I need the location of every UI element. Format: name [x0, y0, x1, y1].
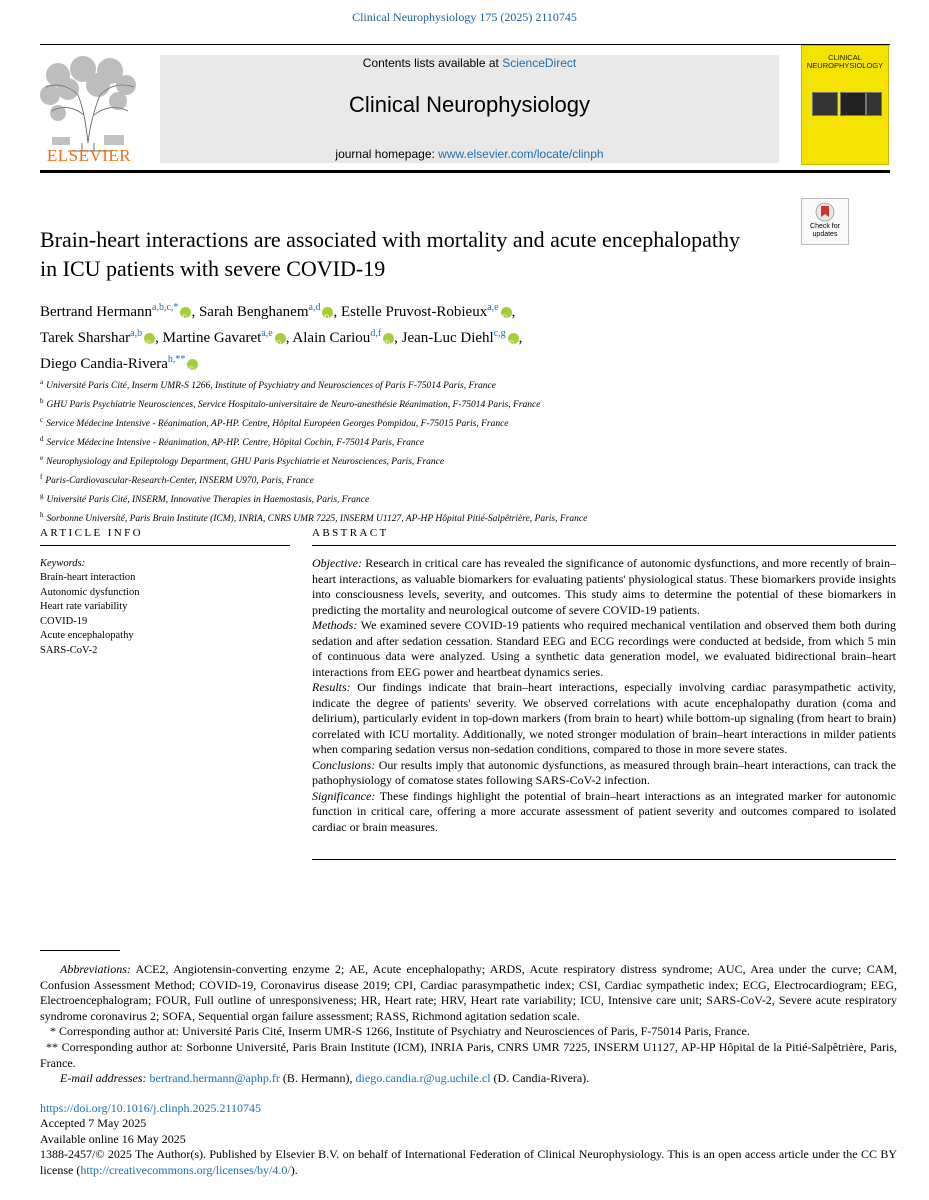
author-affiliation-sup[interactable]: a,e [487, 302, 499, 313]
author[interactable]: Martine Gavaret [162, 330, 262, 346]
license-text: 1388-2457/© 2025 The Author(s). Published by Elsevier B.V. on behalf of International Federation of Clinical Neurophysiology. This is an open access article under the CC BY license ( [40, 1147, 897, 1177]
publication-dates [40, 1116, 186, 1147]
email-owner-2: (D. Candia-Rivera). [490, 1071, 590, 1086]
check-updates-label: Check for updates [810, 223, 840, 238]
affiliation-text: GHU Paris Psychiatrie Neurosciences, Service Hospitalo-universitaire de Neuro-anesthésie Réanimation, F-75014 Paris, France [46, 400, 541, 411]
affiliation-key: g [40, 491, 44, 500]
abstract-bottom-rule [312, 859, 896, 860]
orcid-icon[interactable] [144, 333, 155, 344]
affiliation-text: Service Médecine Intensive - Réanimation, AP-HP. Centre, Hôpital Cochin, F-75014 Paris, France [46, 438, 425, 449]
online-date: Available online 16 May 2025 [40, 1131, 186, 1146]
cover-title: CLINICAL NEUROPHYSIOLOGY [806, 53, 884, 70]
keyword: Brain-heart interaction [40, 572, 136, 583]
orcid-icon[interactable] [508, 333, 519, 344]
email-footnote [40, 1071, 897, 1087]
abstract-section [312, 758, 896, 789]
license-end: ). [290, 1162, 298, 1177]
affiliation-key: h [40, 510, 44, 519]
author-separator: , [394, 330, 402, 346]
keyword: Autonomic dysfunction [40, 586, 140, 598]
top-rule [40, 44, 890, 45]
keyword: SARS-CoV-2 [40, 644, 98, 656]
abstract-heading: ABSTRACT [312, 527, 389, 539]
abstract-section-label: Methods: [312, 618, 358, 632]
footnote-separator [40, 950, 120, 951]
journal-cover[interactable] [801, 45, 889, 165]
author-separator: , [511, 304, 516, 320]
affiliation-line [40, 508, 890, 527]
affiliation-key: b [40, 396, 44, 405]
keyword: Acute encephalopathy [40, 630, 134, 641]
affiliation-line [40, 451, 890, 470]
author[interactable]: Tarek Sharshar [40, 330, 131, 346]
author-separator: , [155, 330, 163, 346]
corresponding-author-2: ** Corresponding author at: Sorbonne Université, Paris Brain Institute (ICM), INRIA Paris, CNRS UMR 7225, INSERM U1127, AP-HP Hôpital de la Pitié-Salpêtrière, Paris, France. [40, 1039, 897, 1070]
keyword-list [40, 571, 139, 658]
abstract-section [312, 789, 896, 836]
author-affiliation-sup[interactable]: a,e [261, 328, 273, 339]
affiliations [40, 375, 890, 527]
email-link-hermann[interactable]: bertrand.hermann@aphp.fr [149, 1071, 280, 1086]
abstract-body [312, 556, 896, 835]
abstract-section-text: Our findings indicate that brain–heart interactions, especially involving cardiac parasympathetic activity, indicate the degree of patients' severity. We observed correlations with acute encephalopathy duration (coma and delirium), particularly evident in top-down markers (from brain to heart) while bottom-up signaling (from heart to brain) correlated with ICU mortality. Additionally, we noted stronger modulation of brain–heart interactions in milder patients when comparing sedation versus non-sedation conditions, compared to those in more severe states. [312, 680, 896, 756]
author-affiliation-sup[interactable]: c,g [493, 328, 506, 339]
email-link-candia[interactable]: diego.candia.r@ug.uchile.cl [355, 1071, 491, 1086]
orcid-icon[interactable] [322, 307, 333, 318]
orcid-icon[interactable] [275, 333, 286, 344]
keyword: Heart rate variability [40, 601, 128, 612]
orcid-icon[interactable] [180, 307, 191, 318]
sciencedirect-link[interactable]: ScienceDirect [502, 56, 577, 70]
journal-name: Clinical Neurophysiology [349, 92, 590, 117]
affiliation-text: Université Paris Cité, Inserm UMR-S 1266, Institute of Psychiatry and Neurosciences of Paris F-75014 Paris, France [46, 381, 496, 392]
author[interactable]: Bertrand Hermann [40, 304, 153, 320]
homepage-link[interactable]: www.elsevier.com/locate/clinph [438, 147, 604, 161]
author-separator: , [285, 330, 293, 346]
email-label: E-mail addresses: [60, 1071, 147, 1086]
author-affiliation-sup[interactable]: d,f [370, 328, 382, 339]
cover-brain-image [812, 92, 838, 116]
cover-brain-image [866, 92, 882, 116]
author-affiliation-sup[interactable]: a,d [308, 302, 321, 313]
keywords-label: Keywords: [40, 558, 86, 569]
abstract-section-label: Objective: [312, 556, 362, 570]
abbreviations-label: Abbreviations: [60, 962, 131, 976]
orcid-icon[interactable] [187, 359, 198, 370]
orcid-icon[interactable] [501, 307, 512, 318]
affiliation-line [40, 489, 890, 508]
author[interactable]: Sarah Benghanem [198, 304, 309, 320]
author-separator: , [333, 304, 341, 320]
abstract-section-text: We examined severe COVID-19 patients who required mechanical ventilation and observed them both during sedation and after sedation cessation. Standard EEG and ECG recordings were conducted at bedside, from which 5 min of continuous data were analyzed. Using a synthetic data generation model, we evaluated bidirectional brain–heart interactions from EEG power and heartbeat dynamics series. [312, 618, 896, 679]
contents-line [160, 56, 779, 70]
affiliation-text: Paris-Cardiovascular-Research-Center, INSERM U970, Paris, France [45, 475, 314, 486]
homepage-line [160, 147, 779, 161]
corresponding-author-1: * Corresponding author at: Université Paris Cité, Inserm UMR-S 1266, Institute of Psychiatry and Neurosciences of Paris, F-75014 Paris, France. [50, 1024, 750, 1039]
abstract-section-label: Conclusions: [312, 757, 376, 772]
affiliation-text: Neurophysiology and Epileptology Department, GHU Paris Psychiatrie et Neurosciences, Paris, France [46, 456, 445, 467]
header-bottom-rule [40, 170, 890, 173]
affiliation-key: d [40, 434, 44, 443]
author[interactable]: Estelle Pruvost-Robieux [340, 304, 488, 320]
orcid-icon[interactable] [383, 333, 394, 344]
article-info-rule [40, 545, 290, 546]
keyword: COVID-19 [40, 615, 88, 627]
affiliation-text: Université Paris Cité, INSERM, Innovative Therapies in Haemostasis, Paris, France [46, 494, 370, 505]
author-separator: , [518, 330, 523, 346]
affiliation-key: c [40, 415, 44, 424]
check-updates-icon [815, 202, 835, 222]
contents-prefix: Contents lists available at [362, 56, 503, 70]
journal-citation[interactable]: Clinical Neurophysiology 175 (2025) 2110745 [352, 10, 577, 24]
article-title: Brain-heart interactions are associated with mortality and acute encephalopathy in ICU patients with severe COVID-19 [40, 227, 741, 281]
footnotes [40, 962, 897, 1087]
author[interactable]: Alain Cariou [292, 330, 371, 346]
abstract-section [312, 556, 896, 618]
doi-link[interactable]: https://doi.org/10.1016/j.clinph.2025.2110745 [40, 1101, 262, 1115]
abstract-rule [312, 545, 896, 546]
cover-brain-image [840, 92, 866, 116]
abstract-section-label: Significance: [312, 788, 376, 803]
affiliation-line [40, 394, 890, 413]
abstract-section-label: Results: [312, 680, 351, 694]
article-info-heading: ARTICLE INFO [40, 527, 143, 539]
abbreviations-footnote [40, 962, 897, 1024]
homepage-prefix: journal homepage: [335, 147, 439, 161]
affiliation-key: e [40, 453, 44, 462]
abstract-section [312, 618, 896, 680]
affiliation-text: Sorbonne Université, Paris Brain Institute (ICM), INRIA, CNRS UMR 7225, INSERM U1127, AP-HP Hôpital Pitié-Salpêtrière, Paris, France [46, 513, 588, 524]
abbreviations-text: ACE2, Angiotensin-converting enzyme 2; AE, Acute encephalopathy; ARDS, Acute respiratory distress syndrome; AUC, Area under the curve; CAM, Confusion Assessment Method; COVID-19, Coronavirus disease 2019; CPI, Cardiac parasympathetic index; CSI, Cardiac sympathetic index; ECG, Electrocardiogram; EEG, Electroencephalogram; FOUR, Full outline of unresponsiveness; HR, Heart rate; HRV, Heart rate variability; ICU, Intensive care unit; SARS-CoV-2, Severe acute respiratory syndrome coronavirus 2; SOFA, Sequential organ failure assessment; RASS, Richmond agitation sedation scale. [40, 962, 897, 1023]
elsevier-wordmark: ELSEVIER [46, 146, 132, 165]
affiliation-line [40, 375, 890, 394]
abstract-section [312, 680, 896, 758]
author[interactable]: Diego Candia-Rivera [40, 356, 168, 372]
affiliation-key: a [40, 378, 44, 386]
affiliation-text: Service Médecine Intensive - Réanimation, AP-HP. Centre, Hôpital Européen Georges Pompidou, F-75015 Paris, France [46, 419, 509, 430]
author-affiliation-sup[interactable]: a,b [130, 328, 143, 339]
author-separator: , [191, 304, 199, 320]
author[interactable]: Jean-Luc Diehl [401, 330, 494, 346]
author-list [40, 297, 860, 375]
affiliation-line [40, 413, 890, 432]
affiliation-key: f [40, 472, 43, 481]
affiliation-line [40, 470, 890, 489]
accepted-date: Accepted 7 May 2025 [40, 1116, 147, 1130]
abstract-section-text: Research in critical care has revealed the significance of autonomic dysfunctions, and more recently of brain–heart interactions, as valuable biomarkers for evaluating patients' physiological status. These biomarkers provide insights into consciousness levels, severity, and outcomes. This study aims to determine the potential of these biomarkers in predicting the mortality and neurological outcome of severe COVID-19 patients. [312, 556, 896, 617]
license-link[interactable]: http://creativecommons.org/licenses/by/4.0/ [80, 1162, 291, 1177]
email-owner-1: (B. Hermann), [279, 1071, 356, 1086]
author-affiliation-sup[interactable]: a,b,c,* [152, 302, 179, 313]
check-for-updates-badge[interactable] [801, 198, 849, 245]
abstract-section-text: Our results imply that autonomic dysfunctions, as measured through brain–heart interactions, can track the pathophysiology of comatose states following SARS-CoV-2 infection. [312, 757, 896, 787]
license-statement [40, 1147, 897, 1178]
affiliation-line [40, 432, 890, 451]
abstract-section-text: These findings highlight the potential of brain–heart interactions as an integrated marker for autonomic function in critical care, offering a more accurate assessment of patient severity and outcomes compared to isolated cardiac or brain measures. [312, 788, 896, 834]
author-affiliation-sup[interactable]: h,** [167, 354, 186, 365]
